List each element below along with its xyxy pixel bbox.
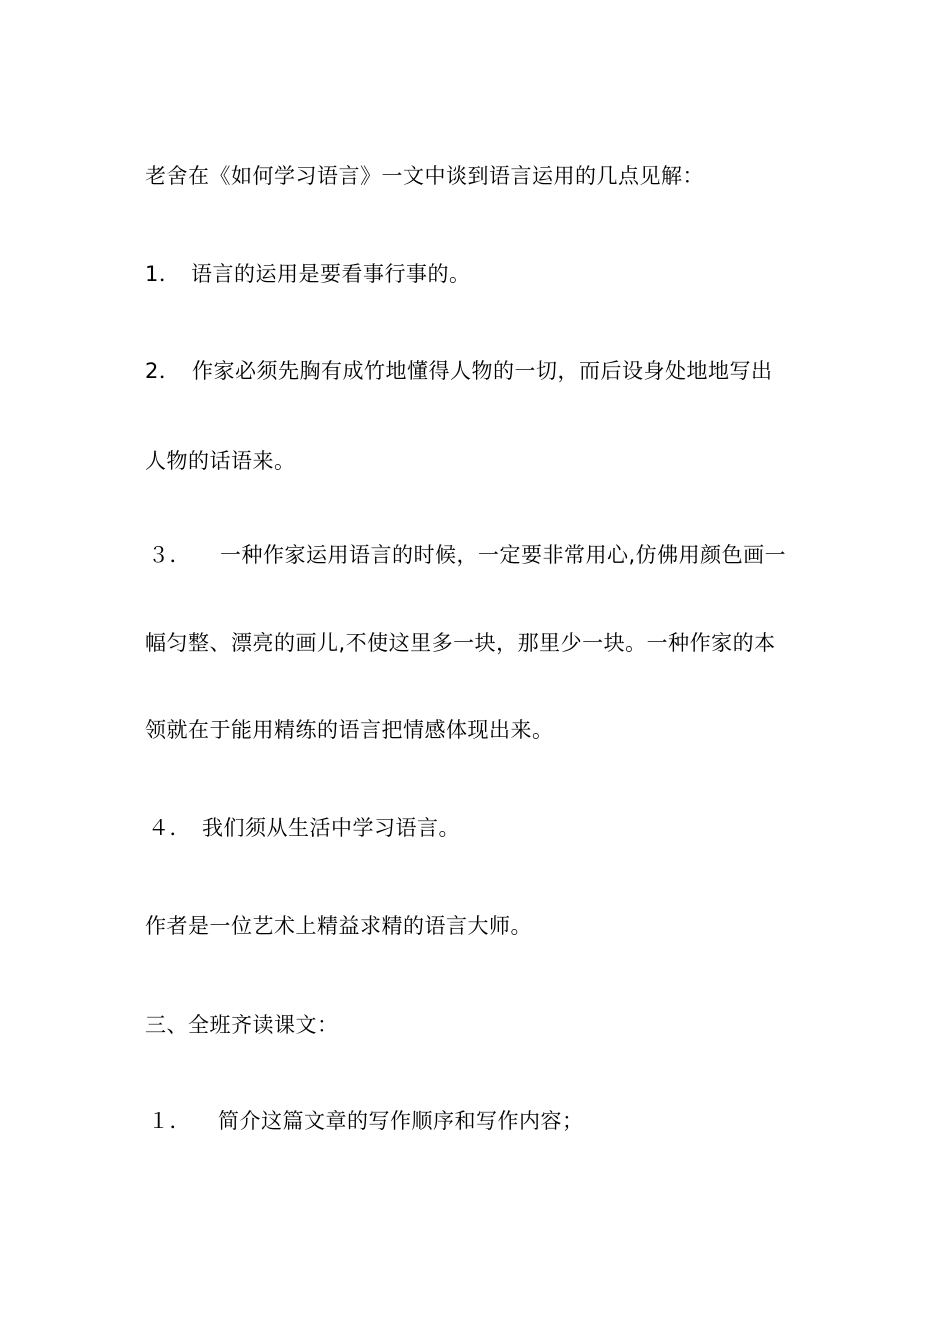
- list-item-3: [145, 540, 786, 570]
- section-heading: 三、全班齐读课文：: [145, 1013, 339, 1037]
- list-item-text: 一种作家运用语言的时候，一定要非常用心,仿佛用颜色画一: [220, 543, 787, 567]
- list-item-3-continuation: 领就在于能用精练的语言把情感体现出来。: [145, 718, 554, 742]
- list-number: ３．: [148, 543, 191, 567]
- list-item-2-continuation: 人物的话语来。: [145, 449, 296, 473]
- intro-paragraph: 老舍在《如何学习语言》一文中谈到语言运用的几点见解：: [145, 164, 704, 188]
- list-number: ４．: [148, 816, 191, 840]
- list-item-text: 语言的运用是要看事行事的。: [191, 262, 471, 286]
- list-item-1: [145, 259, 471, 289]
- list-number: 1．: [145, 262, 181, 286]
- summary-paragraph: 作者是一位艺术上精益求精的语言大师。: [145, 914, 532, 938]
- list-number: １．: [148, 1109, 191, 1133]
- list-number: 2．: [145, 359, 181, 383]
- list-item-text: 作家必须先胸有成竹地懂得人物的一切，而后设身处地地写出: [192, 359, 773, 383]
- list-item-2: [145, 356, 773, 386]
- list-item-text: 简介这篇文章的写作顺序和写作内容；: [218, 1109, 584, 1133]
- task-item-1: [145, 1106, 584, 1136]
- list-item-3-continuation: 幅匀整、漂亮的画儿,不使这里多一块，那里少一块。一种作家的本: [145, 631, 776, 655]
- list-item-4: [145, 813, 460, 843]
- list-item-text: 我们须从生活中学习语言。: [202, 816, 460, 840]
